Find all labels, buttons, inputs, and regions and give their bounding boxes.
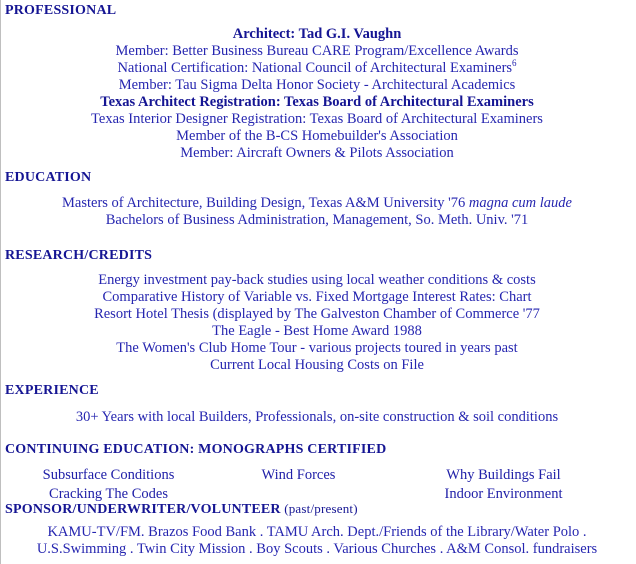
monograph-item: Why Buildings Fail: [446, 467, 561, 483]
professional-line-7: Member of the B-CS Homebuilder's Association: [176, 128, 458, 144]
monograph-item: Indoor Environment: [444, 486, 563, 502]
education-honors-text: magna cum laude: [468, 195, 572, 211]
education-degree-text: Masters of Architecture, Building Design, Texas A&M University '76: [62, 195, 469, 211]
professional-line-8: Member: Aircraft Owners & Pilots Association: [180, 145, 454, 161]
professional-line-6: Texas Interior Designer Registration: Texas Board of Architectural Examiners: [91, 111, 543, 127]
experience-line-1: 30+ Years with local Builders, Professionals, on-site construction & soil conditions: [75, 409, 559, 425]
research-line-4: The Eagle - Best Home Award 1988: [212, 323, 422, 339]
sponsor-line-2: U.S.Swimming . Twin City Mission . Boy Scouts . Various Churches . A&M Consol. fundraisers: [36, 541, 598, 557]
sponsor-content: [1, 524, 633, 558]
section-heading-education: [1, 170, 91, 186]
footnote-marker: 6: [512, 58, 517, 69]
monographs-list: [1, 466, 633, 504]
section-heading-research: [1, 248, 152, 264]
research-line-2: Comparative History of Variable vs. Fixed Mortgage Interest Rates: Chart: [102, 289, 532, 305]
professional-line-2: Member: Better Business Bureau CARE Program/Excellence Awards: [115, 43, 519, 59]
research-content: [1, 272, 633, 374]
professional-content: [1, 26, 633, 162]
education-line-1: [1, 195, 633, 212]
section-heading-experience: [1, 383, 99, 399]
section-heading-professional: [1, 3, 116, 19]
research-heading-text: RESEARCH/CREDITS: [5, 248, 153, 263]
professional-line-1: Architect: Tad G.I. Vaughn: [232, 26, 402, 42]
section-heading-sponsor: [1, 501, 358, 518]
education-heading-text: EDUCATION: [5, 170, 92, 185]
professional-line-3: [1, 60, 633, 77]
monograph-item: Cracking The Codes: [49, 486, 168, 502]
research-line-3: Resort Hotel Thesis (displayed by The Galveston Chamber of Commerce '77: [94, 306, 540, 322]
professional-line-4: Member: Tau Sigma Delta Honor Society - Architectural Academics: [118, 77, 516, 93]
research-line-5: The Women's Club Home Tour - various projects toured in years past: [116, 340, 518, 356]
sponsor-line-1: KAMU-TV/FM. Brazos Food Bank . TAMU Arch. Dept./Friends of the Library/Water Polo .: [47, 524, 587, 540]
professional-line-5: Texas Architect Registration: Texas Board of Architectural Examiners: [100, 94, 534, 110]
monograph-item: Subsurface Conditions: [42, 467, 175, 483]
education-content: [1, 195, 633, 229]
professional-heading-text: PROFESSIONAL: [5, 3, 117, 18]
sponsor-heading-text: SPONSOR/UNDERWRITER/VOLUNTEER: [5, 502, 281, 517]
section-heading-continuing-education: [1, 442, 386, 458]
experience-heading-text: EXPERIENCE: [5, 383, 99, 398]
sponsor-heading-suffix: (past/present): [280, 501, 358, 516]
education-line-2: Bachelors of Business Administration, Management, So. Meth. Univ. '71: [105, 212, 529, 228]
research-line-1: Energy investment pay-back studies using local weather conditions & costs: [98, 272, 536, 288]
experience-content: [1, 409, 633, 426]
professional-line-3-text: National Certification: National Council of Architectural Examiners: [117, 60, 513, 76]
monograph-item: Wind Forces: [261, 467, 336, 483]
continuing-education-heading-text: CONTINUING EDUCATION: MONOGRAPHS CERTIFIED: [5, 442, 387, 457]
sponsor-heading-line: [1, 501, 358, 518]
monograph-row: [1, 466, 633, 485]
research-line-6: Current Local Housing Costs on File: [210, 357, 424, 373]
